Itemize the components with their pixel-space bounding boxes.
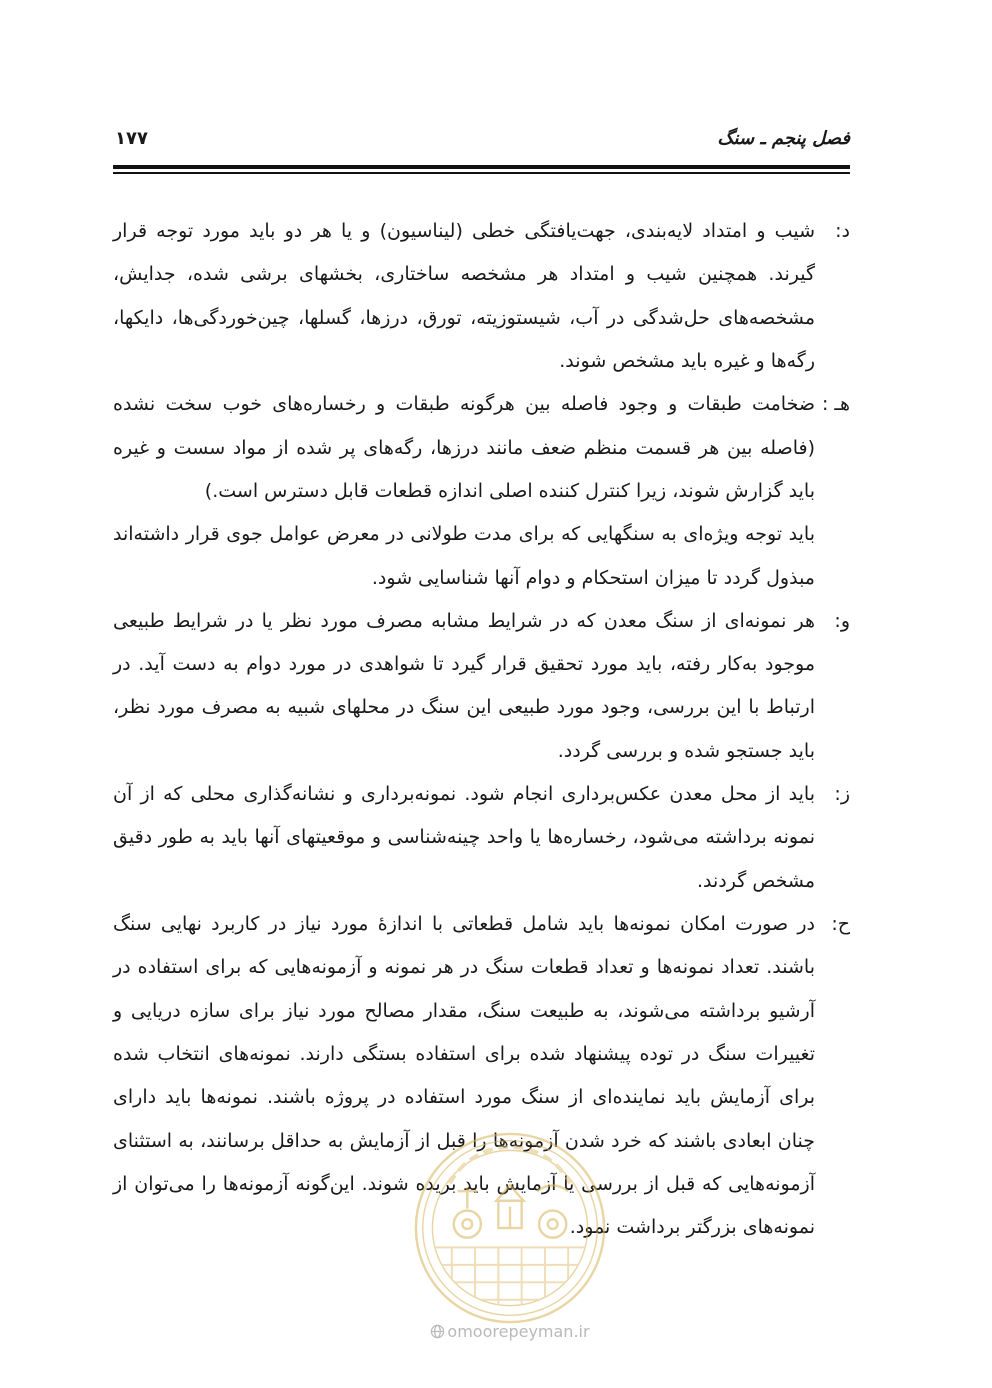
paragraph-marker: هـ :	[821, 393, 850, 416]
paragraph-marker: و:	[834, 609, 850, 632]
page-number: ۱۷۷	[115, 128, 148, 149]
paragraph-text: ضخامت طبقات و وجود فاصله بین هرگونه طبقات و رخساره‌های خوب سخت نشده (فاصله بین هر قسمت منظم ضعف مانند درزها، رگه‌های پر شده از مواد سست و غیره باید گزارش شوند، زیرا کنترل کننده اصلی اندازه قطعات قابل دسترس است.)	[113, 393, 815, 502]
paragraph-he-jimi	[113, 903, 850, 1250]
paragraph-text: هر نمونه‌ای از سنگ معدن که در شرایط مشابه مصرف مورد نظر یا در شرایط طبیعی موجود به‌کار رفته، باید مورد تحقیق قرار گیرد تا شواهدی در مورد دوام به دست آید. در ارتباط با این بررسی، وجود مورد طبیعی این سنگ در محلهای شبیه به مصرف مورد نظر، باید جستجو شده و بررسی گردد.	[113, 609, 815, 762]
header-rule-thin	[113, 172, 850, 174]
paragraph-marker: ز:	[834, 783, 850, 806]
header-rule-thick	[113, 165, 850, 169]
paragraph-he	[113, 383, 850, 513]
paragraph-text: باید توجه ویژه‌ای به سنگهایی که برای مدت طولانی در معرض عوامل جوی قرار داشته‌اند مبذول گردد تا میزان استحکام و دوام آنها شناسایی شود.	[113, 523, 815, 589]
watermark-site	[420, 1322, 600, 1341]
paragraph-d	[113, 210, 850, 383]
paragraph-marker: ح:	[831, 913, 850, 935]
paragraph-text: شیب و امتداد لایه‌بندی، جهت‌یافتگی خطی (لیناسیون) و یا هر دو باید مورد توجه قرار گیرند. همچنین شیب و امتداد هر مشخصه ساختاری، بخشهای برشی شده، جدایش، مشخصه‌های حل‌شدگی در آب، شیستوزیته، تورق، درزها، گسلها، چین‌خوردگی‌ها، دایکها، رگه‌ها و غیره باید مشخص شوند.	[113, 220, 815, 372]
paragraph-text: باید از محل معدن عکس‌برداری انجام شود. نمونه‌برداری و نشانه‌گذاری محلی که از آن نمونه برداشته می‌شود، رخساره‌ها یا واحد چینه‌شناسی و موقعیتهای آنها باید به طور دقیق مشخص گردند.	[113, 783, 815, 892]
globe-icon	[430, 1324, 445, 1339]
chapter-title: فصل پنجم ـ سنگ	[717, 128, 850, 149]
paragraph-marker: د:	[835, 220, 850, 242]
watermark-site-text: omoorepeyman.ir	[447, 1322, 590, 1341]
paragraph-note	[113, 513, 850, 600]
paragraph-vav	[113, 600, 850, 773]
paragraph-ze	[113, 773, 850, 903]
body-text	[113, 210, 850, 1250]
page-header	[113, 128, 850, 158]
paragraph-text: در صورت امکان نمونه‌ها باید شامل قطعاتی با اندازۀ مورد نیاز در کاربرد نهایی سنگ باشند. تعداد نمونه‌ها و تعداد قطعات سنگ در هر نمونه و آزمونه‌هایی که برای استفاده در آرشیو برداشته می‌شوند، به طبیعت سنگ، مقدار مصالح مورد نیاز برای سازه دریایی و تغییرات سنگ در توده پیشنهاد شده برای استفاده بستگی دارند. نمونه‌های انتخاب شده برای آزمایش باید نماینده‌ای از سنگ مورد استفاده در پروژه باشند. نمونه‌ها باید دارای چنان ابعادی باشند که خرد شدن آزمونه‌ها را قبل از آزمایش به حداقل برسانند، به استثنای آزمونه‌هایی که قبل از بررسی یا آزمایش باید بریده شوند. این‌گونه آزمونه‌ها را می‌توان از نمونه‌های بزرگتر برداشت نمود.	[113, 913, 815, 1239]
